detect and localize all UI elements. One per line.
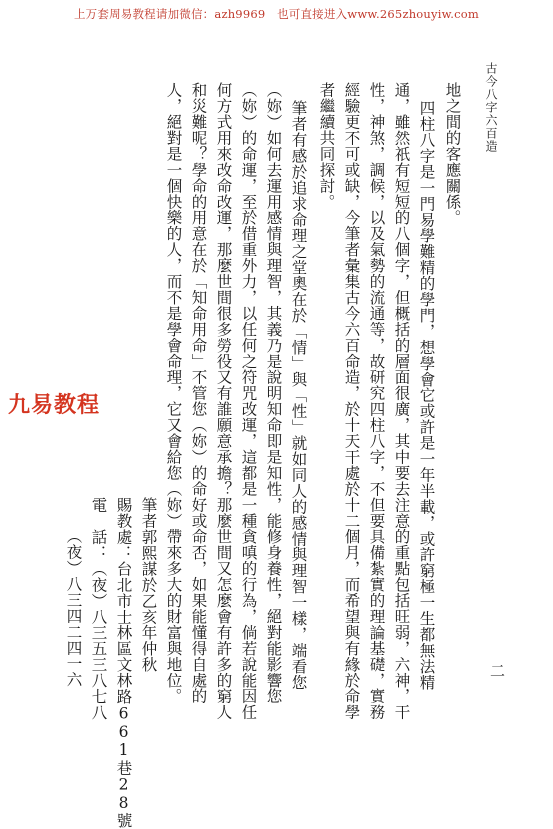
- text-column: 人，絕對是一個快樂的人，而不是學會命理，它又會給您（妳）帶來多大的財富與地位。: [164, 82, 183, 705]
- text-column: 四柱八字是一門易學難精的學門，想學會它或許是一年半載，或許窮極一生都無法精: [417, 100, 436, 691]
- contact-phone: 電 話：（夜）八三五三八七八: [89, 497, 108, 721]
- text-column: 者繼續共同探討。: [317, 82, 336, 210]
- promo-banner: 上万套周易教程请加微信：azh9969 也可直接进入www.265zhouyiw.com: [73, 7, 480, 21]
- text-column: 筆者有感於追求命理之堂奧在於「情」與「性」就如同人的感情與理智一樣，端看您: [289, 100, 308, 691]
- text-column: 經驗更不可或缺，今筆者彙集古今六百命造，於十天干處於十二個月，而希望與有緣於命學: [342, 82, 361, 720]
- watermark-logo: 九易教程: [8, 393, 101, 418]
- text-column: 通，雖然祇有短短的八個字，但概括的層面很廣，其中要去注意的重點包括旺弱，六神，干: [392, 82, 411, 720]
- author-signature: 筆者郭熙謀於乙亥年仲秋: [139, 497, 158, 673]
- contact-phone-2: （夜）八三四二四一六: [64, 528, 83, 688]
- text-column: （妳）的命運，至於借重外力，以任何之符咒改運，這都是一種貪嗔的行為，倘若說能因任: [239, 82, 258, 720]
- text-column: 何方式用來改命改運，那麼世間很多勞役又有誰願意承擔？那麼世間又怎麼會有許多的窮人: [214, 82, 233, 720]
- text-column: （妳）如何去運用感情與理智，其義乃是說明知命即是知性，能修身養性，絕對能影響您: [264, 82, 283, 705]
- text-column: 和災難呢？學命的用意在於「知命用命」不管您（妳）的命好或命否，如果能懂得自處的: [189, 82, 208, 705]
- running-header: 古今八字六百造: [484, 62, 498, 153]
- text-column: 性，神煞，調候，以及氣勢的流通等，故研究四柱八字，不但要具備紮實的理論基礎，實務: [367, 82, 386, 720]
- contact-address: 賜教處：台北市士林區文林路661巷28號: [114, 497, 133, 829]
- page-number: 二: [490, 662, 506, 680]
- text-column: 地之間的客應關係。: [443, 82, 462, 226]
